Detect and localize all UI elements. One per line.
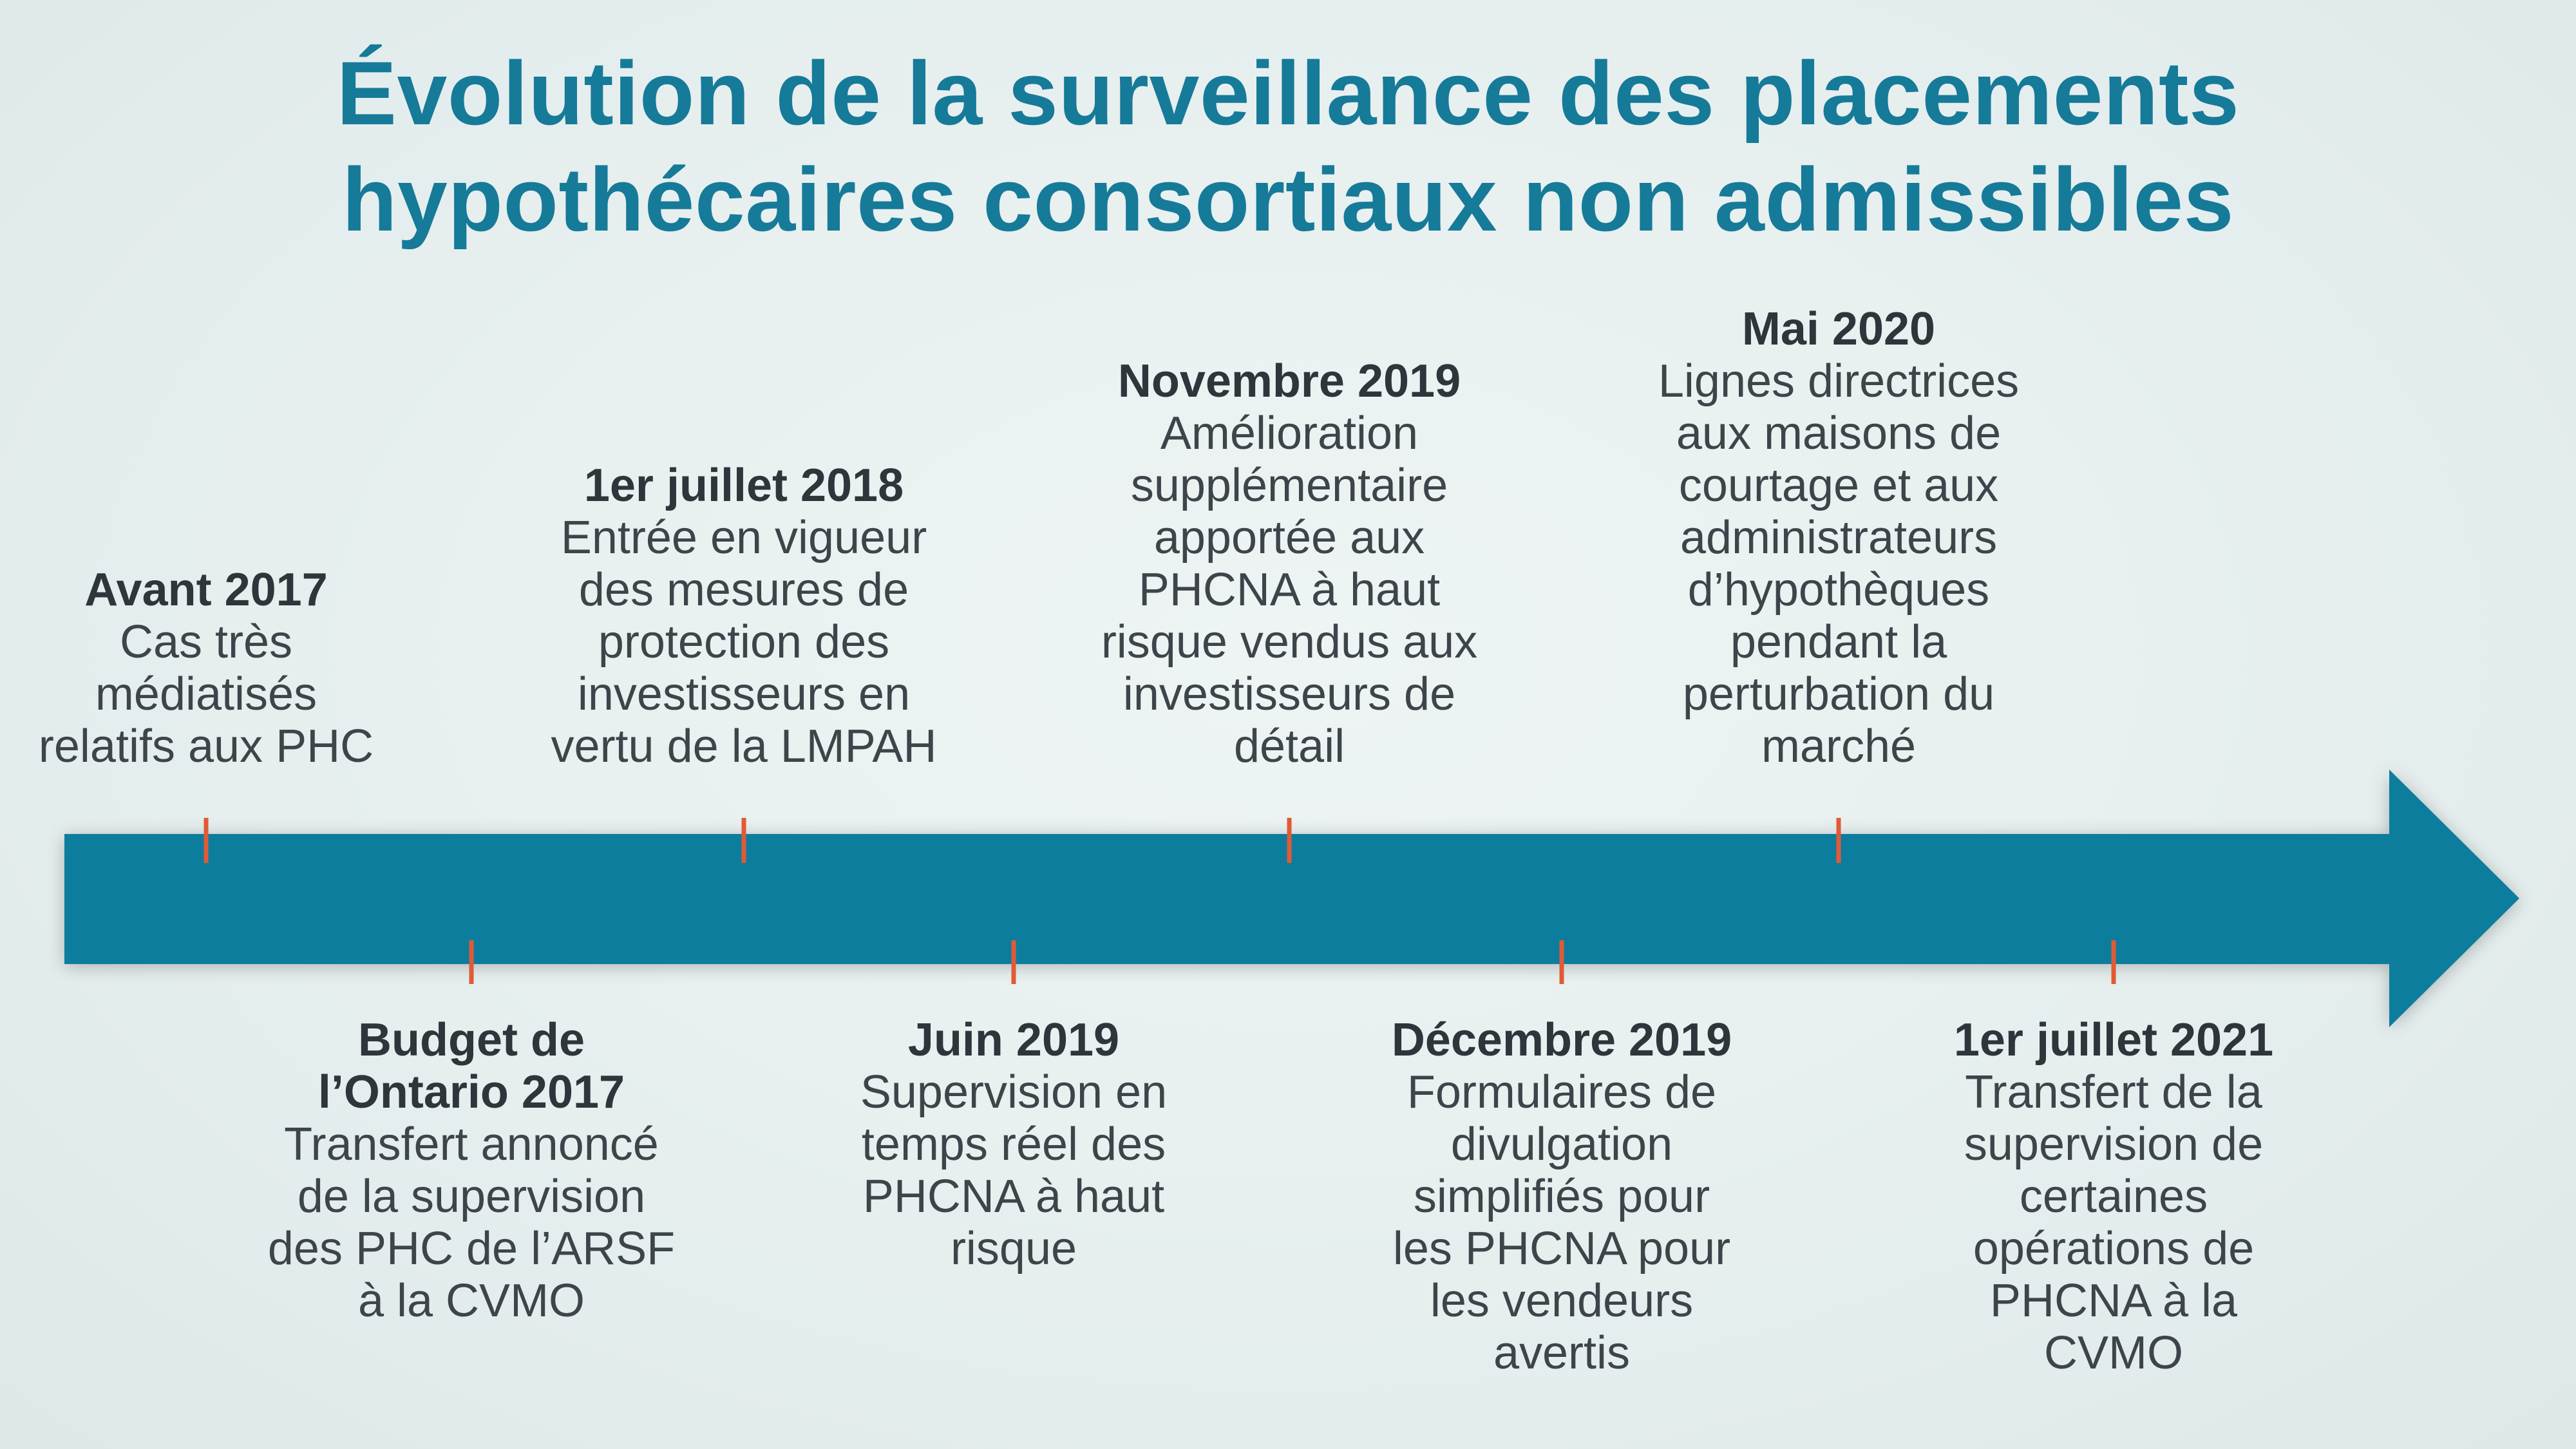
title-line-2: hypothécaires consortiaux non admissibles: [341, 149, 2234, 250]
title-line-1: Évolution de la surveillance des placements: [336, 43, 2240, 144]
event-date: 1er juillet 2018: [583, 460, 904, 511]
timeline-event: [26, 564, 386, 773]
event-description: Transfert de la supervision de certaines opérations de PHCNA à la CVMO: [1964, 1066, 2264, 1379]
timeline-event: [1946, 1014, 2281, 1379]
timeline-event: [1381, 1014, 1742, 1379]
event-date: Novembre 2019: [1117, 355, 1461, 407]
timeline-event: [531, 460, 956, 773]
timeline-arrow: [64, 770, 2519, 1027]
timeline-event: [265, 1014, 677, 1327]
event-description: Entrée en vigueur des mesures de protection des investisseurs en vertu de la LMPAH: [551, 512, 937, 772]
event-date: Avant 2017: [84, 564, 328, 616]
event-description: Amélioration supplémentaire apportée aux PHCNA à haut risque vendus aux investisseurs de détail: [1101, 408, 1478, 772]
event-date: Budget de l’Ontario 2017: [317, 1014, 625, 1118]
event-date: Juin 2019: [907, 1014, 1120, 1066]
event-description: Formulaires de divulgation simplifiés pour les PHCNA pour les vendeurs avertis: [1392, 1066, 1731, 1379]
event-date: Décembre 2019: [1391, 1014, 1732, 1066]
timeline-event: [1633, 303, 2045, 773]
timeline-event: [846, 1014, 1181, 1275]
event-date: Mai 2020: [1741, 303, 1936, 355]
event-description: Supervision en temps réel des PHCNA à haut risque: [860, 1066, 1168, 1274]
event-date: 1er juillet 2021: [1953, 1014, 2274, 1066]
event-description: Cas très médiatisés relatifs aux PHC: [38, 616, 374, 772]
event-description: Lignes directrices aux maisons de courtage et aux administrateurs d’hypothèques pendant la perturbation du marché: [1658, 355, 2020, 772]
event-description: Transfert annoncé de la supervision des PHC de l’ARSF à la CVMO: [267, 1119, 676, 1327]
timeline-event: [1083, 355, 1495, 773]
